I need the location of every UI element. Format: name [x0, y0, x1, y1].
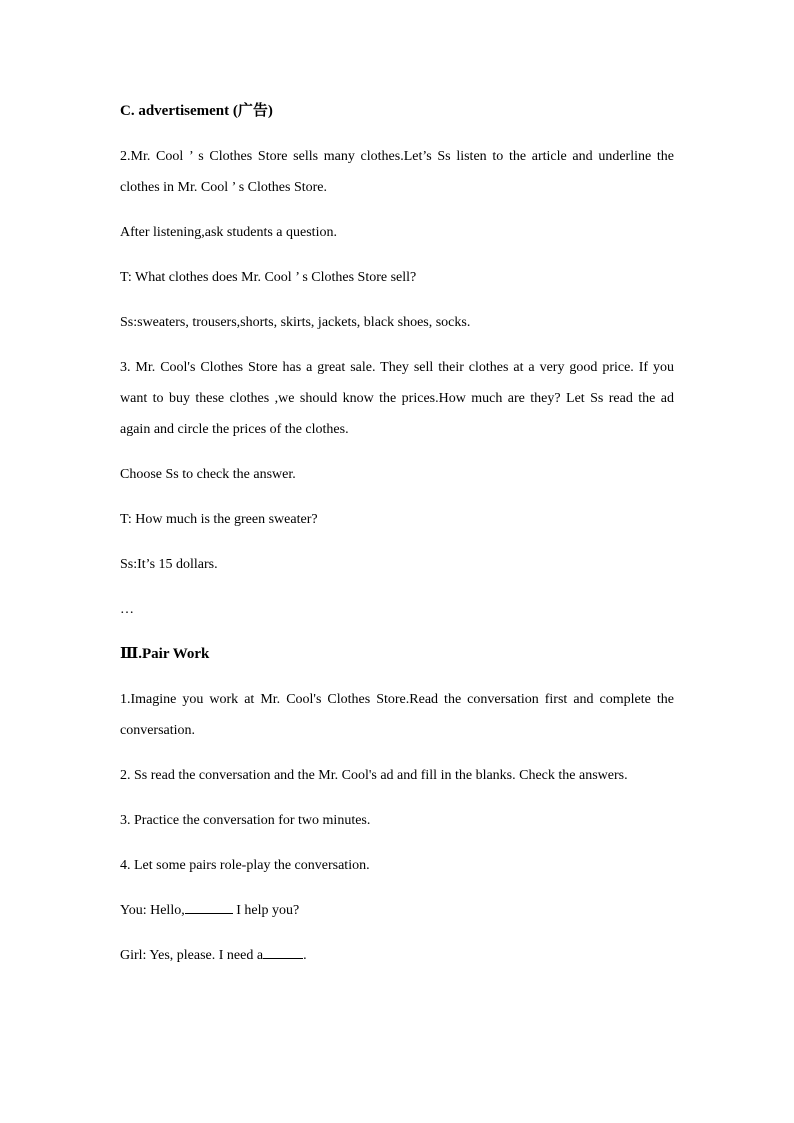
- paragraph-great-sale: 3. Mr. Cool's Clothes Store has a great sale. They sell their clothes at a very good price. If you want to buy these clothes ,we should know the prices.How much are they? Let Ss read the ad again and circle the prices of the clothes.: [120, 360, 674, 437]
- paragraph-role-play: 4. Let some pairs role-play the conversation.: [120, 858, 370, 873]
- paragraph-green-sweater-question: T: How much is the green sweater?: [120, 512, 318, 527]
- conversation-line-you: [120, 895, 674, 926]
- conversation-line-girl: [120, 940, 674, 971]
- conversation-girl-text: Girl: Yes, please. I need a: [120, 948, 264, 963]
- section-heading-pair-work: Ⅲ.Pair Work: [120, 646, 210, 662]
- conversation-you-text-end: I help you?: [232, 903, 300, 918]
- blank-underline: [263, 944, 303, 959]
- section-heading-advertisement: C. advertisement (广告): [120, 103, 273, 119]
- paragraph-teacher-question: T: What clothes does Mr. Cool ’ s Clothes Store sell?: [120, 270, 417, 285]
- paragraph-ellipsis: …: [120, 602, 134, 617]
- paragraph-check-answer: Choose Ss to check the answer.: [120, 467, 296, 482]
- paragraph-listen-article: 2.Mr. Cool ’ s Clothes Store sells many clothes.Let’s Ss listen to the article and underline the clothes in Mr. Cool ’ s Clothes Store.: [120, 149, 674, 195]
- document-body: [120, 96, 674, 985]
- conversation-girl-text-end: .: [303, 948, 307, 963]
- paragraph-price-answer: Ss:It’s 15 dollars.: [120, 557, 218, 572]
- blank-underline: [185, 899, 233, 914]
- paragraph-practice: 3. Practice the conversation for two minutes.: [120, 813, 371, 828]
- conversation-you-text: You: Hello,: [120, 903, 185, 918]
- paragraph-imagine-work: 1.Imagine you work at Mr. Cool's Clothes Store.Read the conversation first and complete the conversation.: [120, 692, 674, 738]
- paragraph-fill-blanks: 2. Ss read the conversation and the Mr. Cool's ad and fill in the blanks. Check the answers.: [120, 768, 628, 783]
- paragraph-after-listening: After listening,ask students a question.: [120, 225, 337, 240]
- paragraph-students-answer: Ss:sweaters, trousers,shorts, skirts, jackets, black shoes, socks.: [120, 315, 471, 330]
